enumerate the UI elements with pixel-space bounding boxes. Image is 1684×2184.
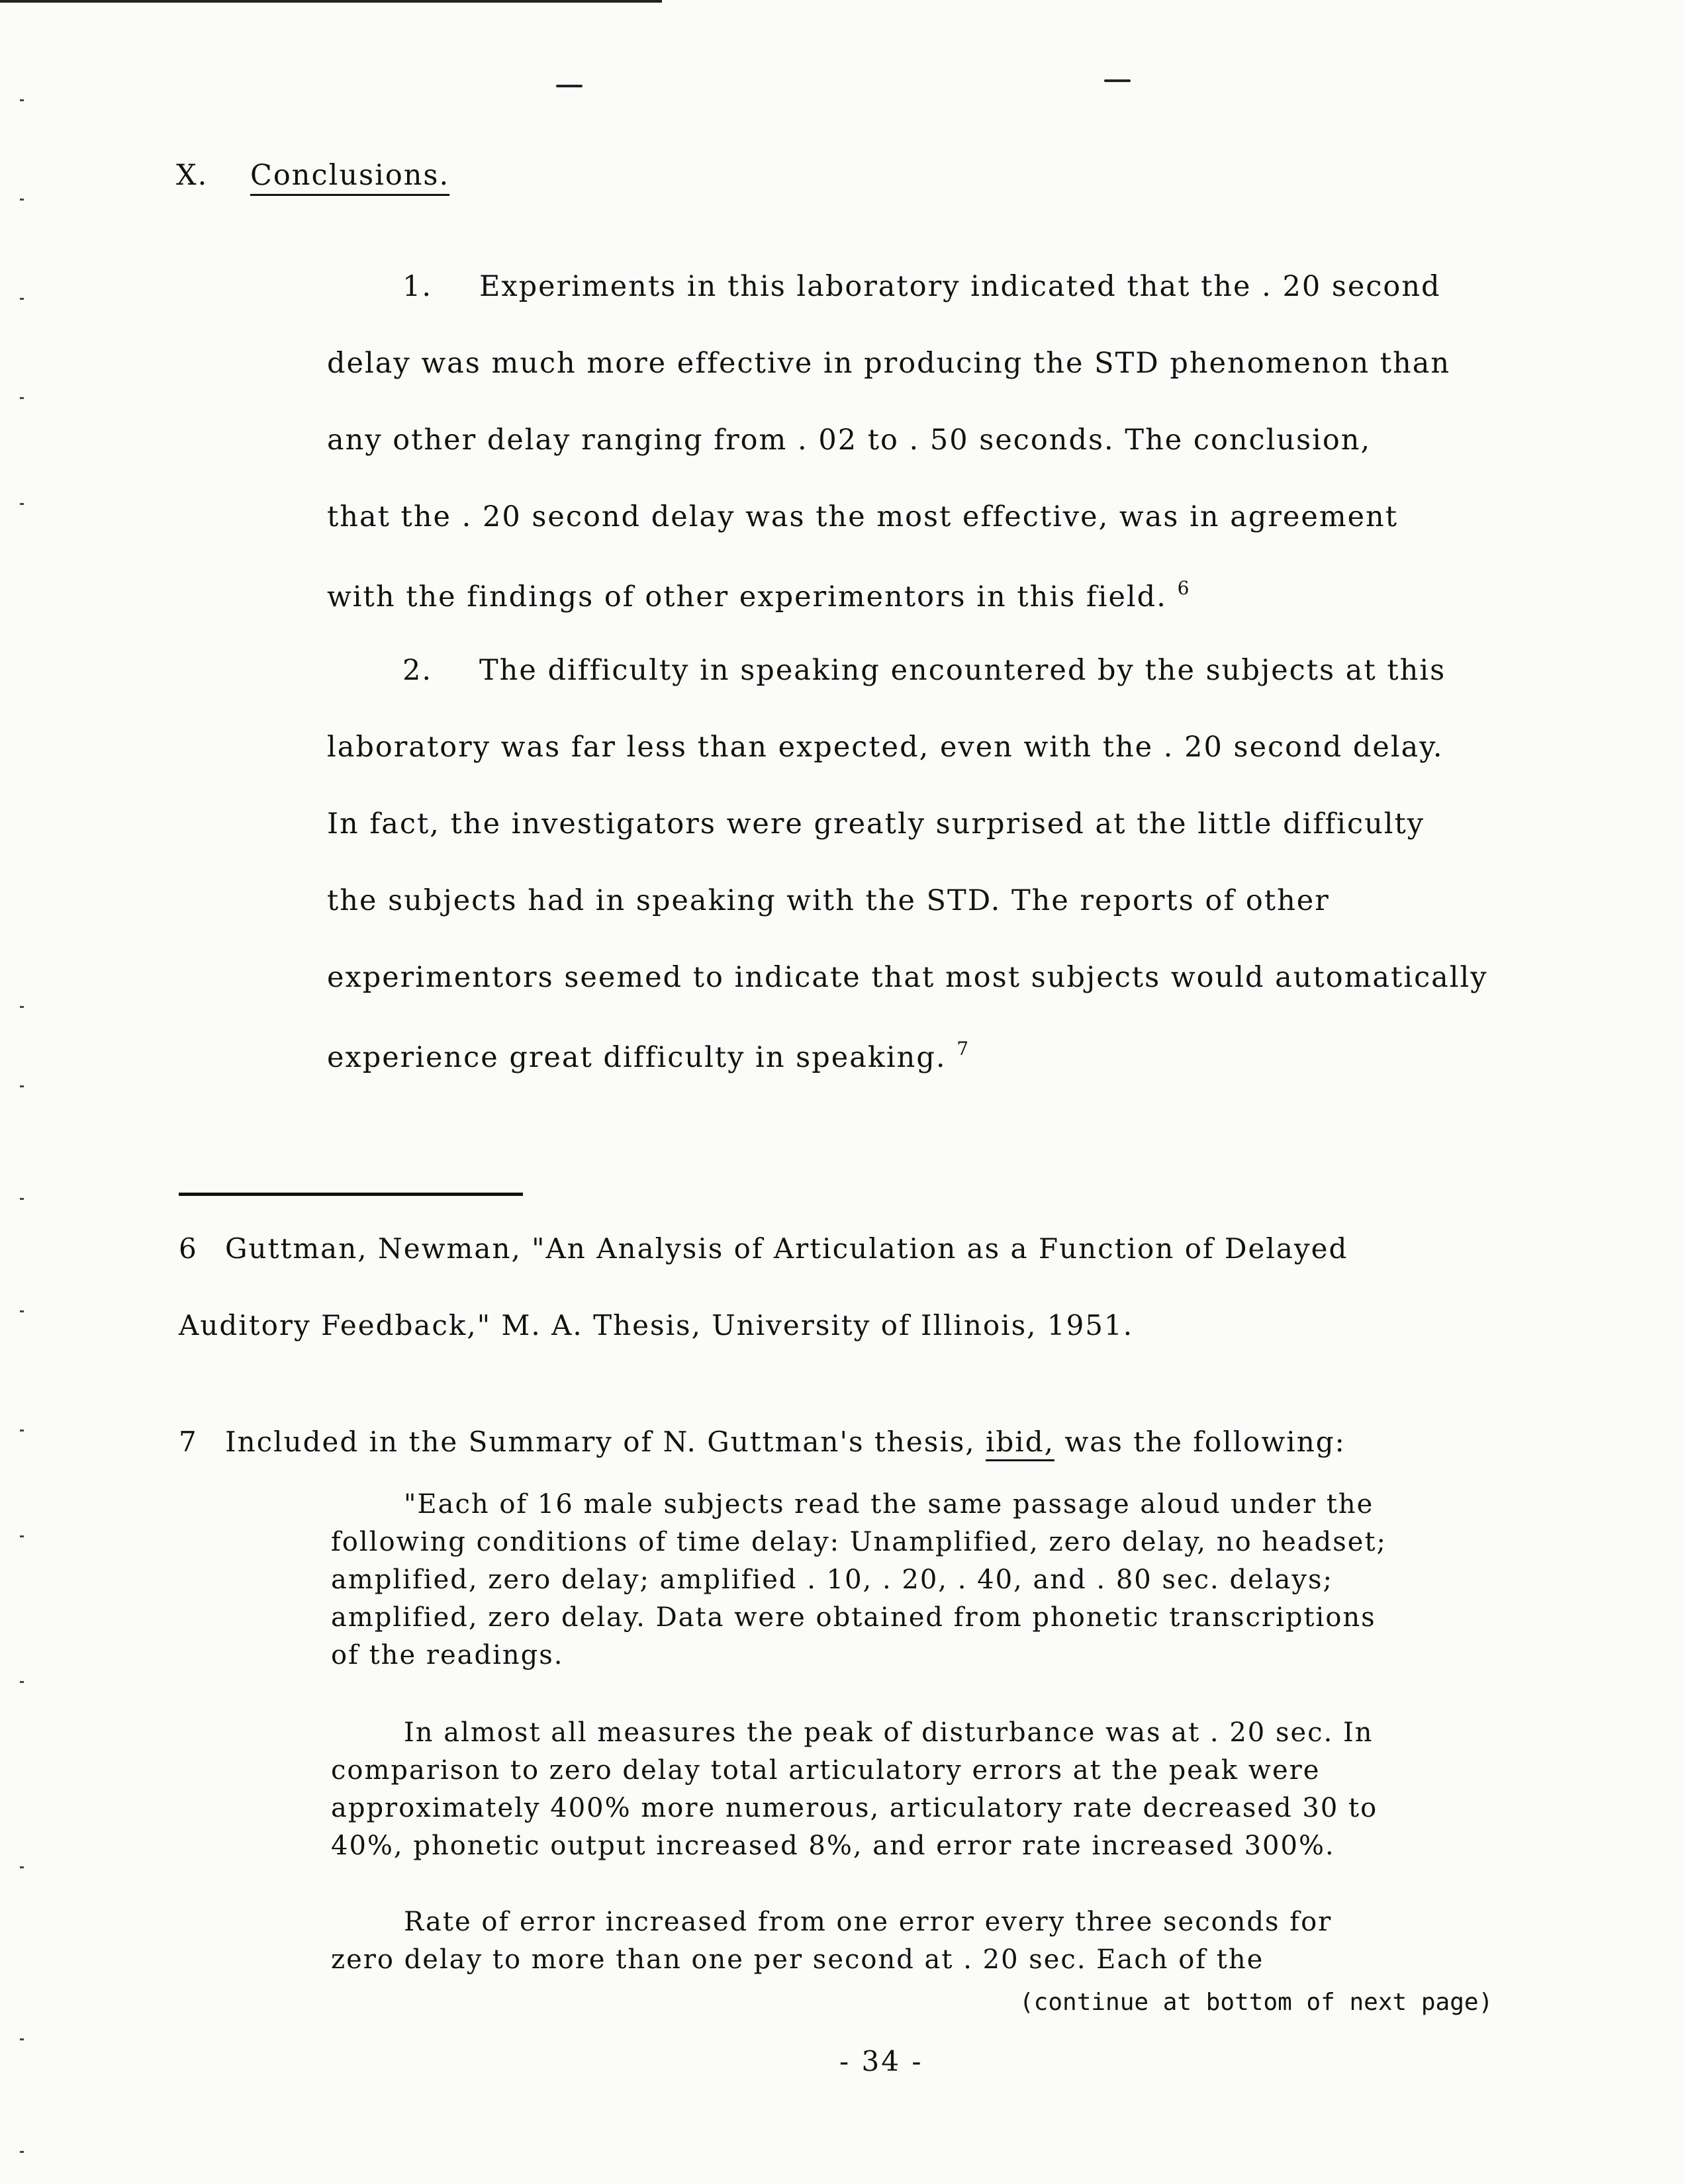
scan-top-edge	[0, 0, 662, 3]
paragraph-number: 2.	[402, 654, 433, 687]
footnote-7	[179, 1426, 1346, 1458]
quote-line: "Each of 16 male subjects read the same passage aloud under the	[404, 1489, 1374, 1520]
scan-mark	[1104, 79, 1131, 82]
page-number: - 34 -	[839, 2045, 923, 2077]
paragraph-2-line: laboratory was far less than expected, even with the . 20 second delay.	[327, 731, 1444, 764]
quote-line: approximately 400% more numerous, articulatory rate decreased 30 to	[331, 1793, 1378, 1823]
footnote-ref: 6	[1177, 577, 1191, 599]
quote-line: of the readings.	[331, 1640, 564, 1670]
ibid-term: ibid,	[985, 1426, 1054, 1458]
footnote-6-line: Auditory Feedback," M. A. Thesis, University of Illinois, 1951.	[179, 1309, 1134, 1342]
quote-paragraph-2	[331, 1714, 1378, 1865]
footnote-text: Included in the Summary of N. Guttman's thesis,	[225, 1426, 976, 1458]
footnote-separator	[179, 1193, 523, 1196]
paragraph-text: with the findings of other experimentors in this field.	[327, 580, 1167, 614]
paragraph-1-line: any other delay ranging from . 02 to . 50 seconds. The conclusion,	[327, 424, 1372, 457]
section-heading	[176, 159, 449, 192]
paragraph-2-line: In fact, the investigators were greatly surprised at the little difficulty	[327, 807, 1425, 841]
paragraph-1-line: delay was much more effective in producing the STD phenomenon than	[327, 347, 1451, 380]
quote-line: following conditions of time delay: Unamplified, zero delay, no headset;	[331, 1527, 1387, 1557]
quote-line: comparison to zero delay total articulatory errors at the peak were	[331, 1755, 1321, 1786]
paragraph-text: experience great difficulty in speaking.	[327, 1041, 947, 1074]
quote-line: In almost all measures the peak of disturbance was at . 20 sec. In	[404, 1717, 1374, 1748]
quote-line: amplified, zero delay. Data were obtained from phonetic transcriptions	[331, 1602, 1376, 1633]
quote-line: zero delay to more than one per second at . 20 sec. Each of the	[331, 1944, 1264, 1975]
scan-margin-artifacts	[20, 79, 46, 2164]
paragraph-text: The difficulty in speaking encountered by the subjects at this	[479, 654, 1446, 687]
quote-paragraph-3	[331, 1903, 1332, 1979]
quote-line: 40%, phonetic output increased 8%, and error rate increased 300%.	[331, 1831, 1335, 1861]
paragraph-number: 1.	[402, 270, 433, 303]
section-number: X.	[176, 159, 209, 192]
footnote-number: 6	[179, 1232, 198, 1265]
paragraph-1-line	[327, 577, 1190, 614]
footnote-ref: 7	[957, 1038, 970, 1060]
quote-line: Rate of error increased from one error every three seconds for	[404, 1907, 1333, 1937]
paragraph-2-line: the subjects had in speaking with the STD. The reports of other	[327, 884, 1330, 917]
footnote-text: Guttman, Newman, "An Analysis of Articulation as a Function of Delayed	[225, 1232, 1348, 1265]
scan-mark	[556, 85, 583, 87]
footnote-6	[179, 1232, 1348, 1265]
paragraph-1-line: that the . 20 second delay was the most effective, was in agreement	[327, 500, 1399, 533]
paragraph-text: Experiments in this laboratory indicated that the . 20 second	[479, 270, 1441, 303]
paragraph-1-line	[402, 270, 1441, 303]
paragraph-2-line	[327, 1038, 970, 1074]
paragraph-2-line: experimentors seemed to indicate that most subjects would automatically	[327, 961, 1488, 994]
quote-line: amplified, zero delay; amplified . 10, . 20, . 40, and . 80 sec. delays;	[331, 1565, 1333, 1595]
quote-paragraph-1	[331, 1486, 1387, 1674]
footnote-number: 7	[179, 1426, 198, 1458]
paragraph-2-line	[402, 654, 1446, 687]
continuation-note: (continue at bottom of next page)	[1019, 1989, 1493, 2016]
section-title: Conclusions.	[250, 159, 450, 192]
footnote-text: was the following:	[1064, 1426, 1346, 1458]
